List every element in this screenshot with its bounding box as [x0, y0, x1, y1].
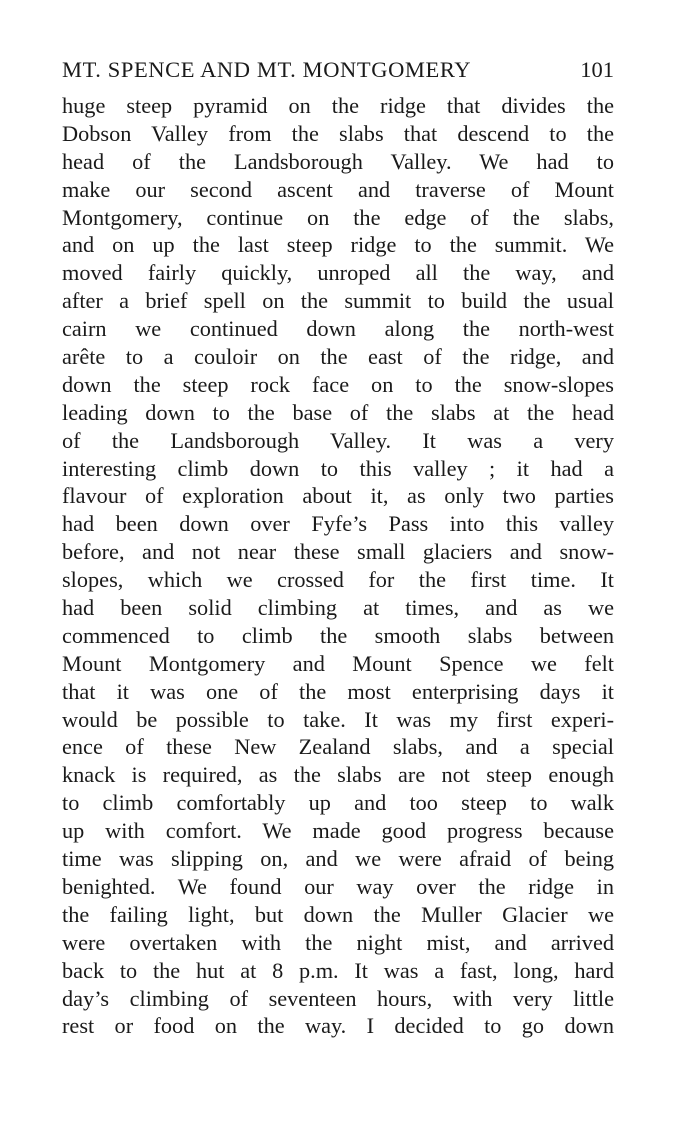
- text-line: were overtaken with the night mist, and arrived: [62, 929, 614, 955]
- text-line: commenced to climb the smooth slabs between: [62, 622, 614, 648]
- text-line: benighted. We found our way over the ridge in: [62, 873, 614, 899]
- text-line: time was slipping on, and we were afraid of being: [62, 846, 614, 872]
- text-line: rest or food on the way. I decided to go down: [62, 1013, 614, 1039]
- text-line: head of the Landsborough Valley. We had to: [62, 148, 614, 174]
- text-line: of the Landsborough Valley. It was a very: [62, 427, 614, 453]
- text-line: would be possible to take. It was my first experi-: [62, 706, 614, 732]
- text-line: Dobson Valley from the slabs that descend to the: [62, 120, 614, 146]
- text-line: down the steep rock face on to the snow-slopes: [62, 371, 614, 397]
- text-line: cairn we continued down along the north-west: [62, 316, 614, 342]
- text-line: make our second ascent and traverse of Mount: [62, 176, 614, 202]
- text-line: arête to a couloir on the east of the ridge, and: [62, 344, 614, 370]
- running-head: [62, 54, 614, 86]
- book-page: [62, 54, 614, 1040]
- text-line: to climb comfortably up and too steep to walk: [62, 790, 614, 816]
- text-line: had been down over Fyfe’s Pass into this valley: [62, 511, 614, 537]
- text-line: interesting climb down to this valley ; it had a: [62, 455, 614, 481]
- text-line: before, and not near these small glaciers and snow-: [62, 539, 614, 565]
- text-line: slopes, which we crossed for the first time. It: [62, 567, 614, 593]
- text-line: that it was one of the most enterprising days it: [62, 678, 614, 704]
- text-line: knack is required, as the slabs are not steep enough: [62, 762, 614, 788]
- text-line: up with comfort. We made good progress because: [62, 818, 614, 844]
- text-line: leading down to the base of the slabs at the head: [62, 399, 614, 425]
- text-line: ence of these New Zealand slabs, and a special: [62, 734, 614, 760]
- text-line: Mount Montgomery and Mount Spence we felt: [62, 650, 614, 676]
- text-line: huge steep pyramid on the ridge that divides the: [62, 93, 614, 118]
- running-head-title: MT. SPENCE AND MT. MONTGOMERY: [62, 57, 472, 82]
- text-line: flavour of exploration about it, as only two parties: [62, 483, 614, 509]
- body-text: [62, 92, 614, 1040]
- text-line: Montgomery, continue on the edge of the slabs,: [62, 204, 614, 230]
- text-line: and on up the last steep ridge to the summit. We: [62, 232, 614, 258]
- text-line: the failing light, but down the Muller Glacier we: [62, 901, 614, 927]
- page-number: 101: [580, 57, 614, 82]
- text-line: after a brief spell on the summit to build the usual: [62, 288, 614, 314]
- text-line: day’s climbing of seventeen hours, with very little: [62, 985, 614, 1011]
- text-line: moved fairly quickly, unroped all the way, and: [62, 260, 614, 286]
- text-line: had been solid climbing at times, and as we: [62, 595, 614, 621]
- text-line: back to the hut at 8 p.m. It was a fast, long, hard: [62, 957, 614, 983]
